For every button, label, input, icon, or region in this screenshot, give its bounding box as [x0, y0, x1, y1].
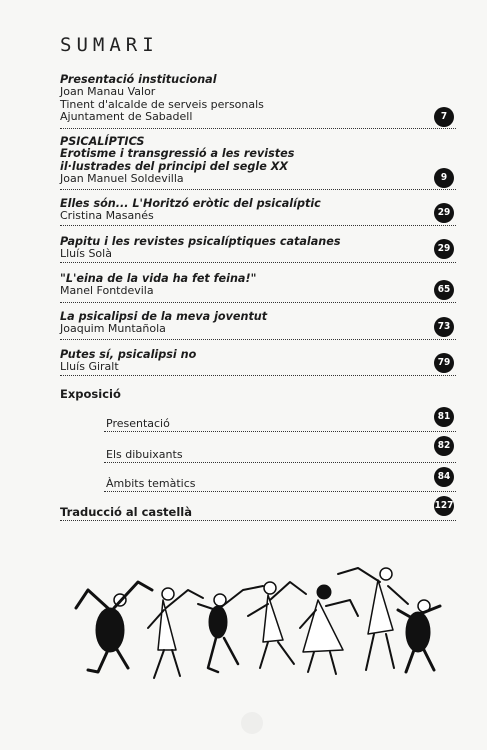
entry-title-line2: Erotisme i transgressió a les revistes — [60, 147, 295, 161]
entry-title: Elles són... L'Horitzó eròtic del psicalíptic — [60, 197, 321, 210]
entry-author: Cristina Masanés — [60, 209, 154, 223]
page-number-badge: 9 — [434, 168, 454, 188]
dotted-leader — [60, 225, 456, 226]
page-number-badge: 84 — [434, 467, 454, 487]
dotted-leader — [60, 375, 456, 376]
toc-entry-traduccio[interactable]: Traducció al castellà — [60, 505, 192, 519]
entry-author-role: Tinent d'alcalde de serveis personals — [60, 97, 264, 111]
page-number-badge: 7 — [434, 107, 454, 127]
dancer-figure — [148, 588, 203, 678]
toc-subentry[interactable]: Presentació — [106, 417, 170, 430]
toc-entry[interactable] — [60, 198, 456, 223]
entry-title: Papitu i les revistes psicalíptiques catalanes — [60, 235, 341, 248]
dotted-leader — [60, 339, 456, 340]
page-number-badge: 81 — [434, 407, 454, 427]
watermark-circle — [241, 712, 263, 734]
entry-author: Manel Fontdevila — [60, 284, 154, 298]
entry-author: Joan Manuel Soldevilla — [60, 172, 184, 186]
dotted-leader — [104, 462, 456, 463]
toc-entry[interactable] — [60, 74, 456, 124]
dancer-figure — [198, 586, 263, 672]
dancer-figure — [248, 582, 306, 668]
toc-subentry[interactable]: Els dibuixants — [106, 448, 183, 461]
entry-author: Joaquim Muntañola — [60, 322, 166, 336]
entry-author: Lluís Giralt — [60, 360, 119, 374]
entry-author: Joan Manau Valor — [60, 85, 156, 99]
toc-entry[interactable] — [60, 349, 456, 374]
page-number-badge: 127 — [434, 496, 454, 516]
dancer-figure — [76, 582, 152, 672]
section-exposicio: Exposició — [60, 387, 121, 401]
entry-title: La psicalipsi de la meva joventut — [60, 310, 268, 323]
dotted-leader — [60, 262, 456, 263]
page-number-badge: 65 — [434, 280, 454, 300]
entry-title: Presentació institucional — [60, 73, 217, 86]
dotted-leader — [104, 491, 456, 492]
dotted-leader — [60, 189, 456, 190]
page-number-badge: 29 — [434, 203, 454, 223]
toc-entry[interactable] — [60, 311, 456, 336]
entry-title: "L'eina de la vida ha fet feina!" — [60, 272, 257, 285]
dotted-leader — [60, 302, 456, 303]
entry-author: Lluís Solà — [60, 247, 112, 261]
entry-title: PSICALÍPTICS — [60, 135, 145, 148]
page-number-badge: 29 — [434, 239, 454, 259]
entry-title: Putes sí, psicalipsi no — [60, 348, 197, 361]
dancer-figure — [300, 585, 358, 674]
page-title: SUMARI — [60, 34, 159, 56]
dotted-leader — [104, 431, 456, 432]
toc-entry[interactable] — [60, 136, 456, 186]
page-number-badge: 82 — [434, 436, 454, 456]
toc-subentry[interactable]: Àmbits temàtics — [106, 477, 196, 490]
dotted-leader — [60, 520, 456, 521]
toc-entry[interactable] — [60, 273, 456, 298]
page-number-badge: 73 — [434, 317, 454, 337]
entry-author-institution: Ajuntament de Sabadell — [60, 110, 193, 124]
toc-entry[interactable] — [60, 236, 456, 261]
entry-title-line3: il·lustrades del principi del segle XX — [60, 159, 288, 173]
dancing-figures-illustration — [68, 560, 448, 690]
dancer-figure — [338, 568, 408, 670]
dotted-leader — [60, 128, 456, 129]
dancer-figure — [398, 600, 440, 672]
page-number-badge: 79 — [434, 353, 454, 373]
